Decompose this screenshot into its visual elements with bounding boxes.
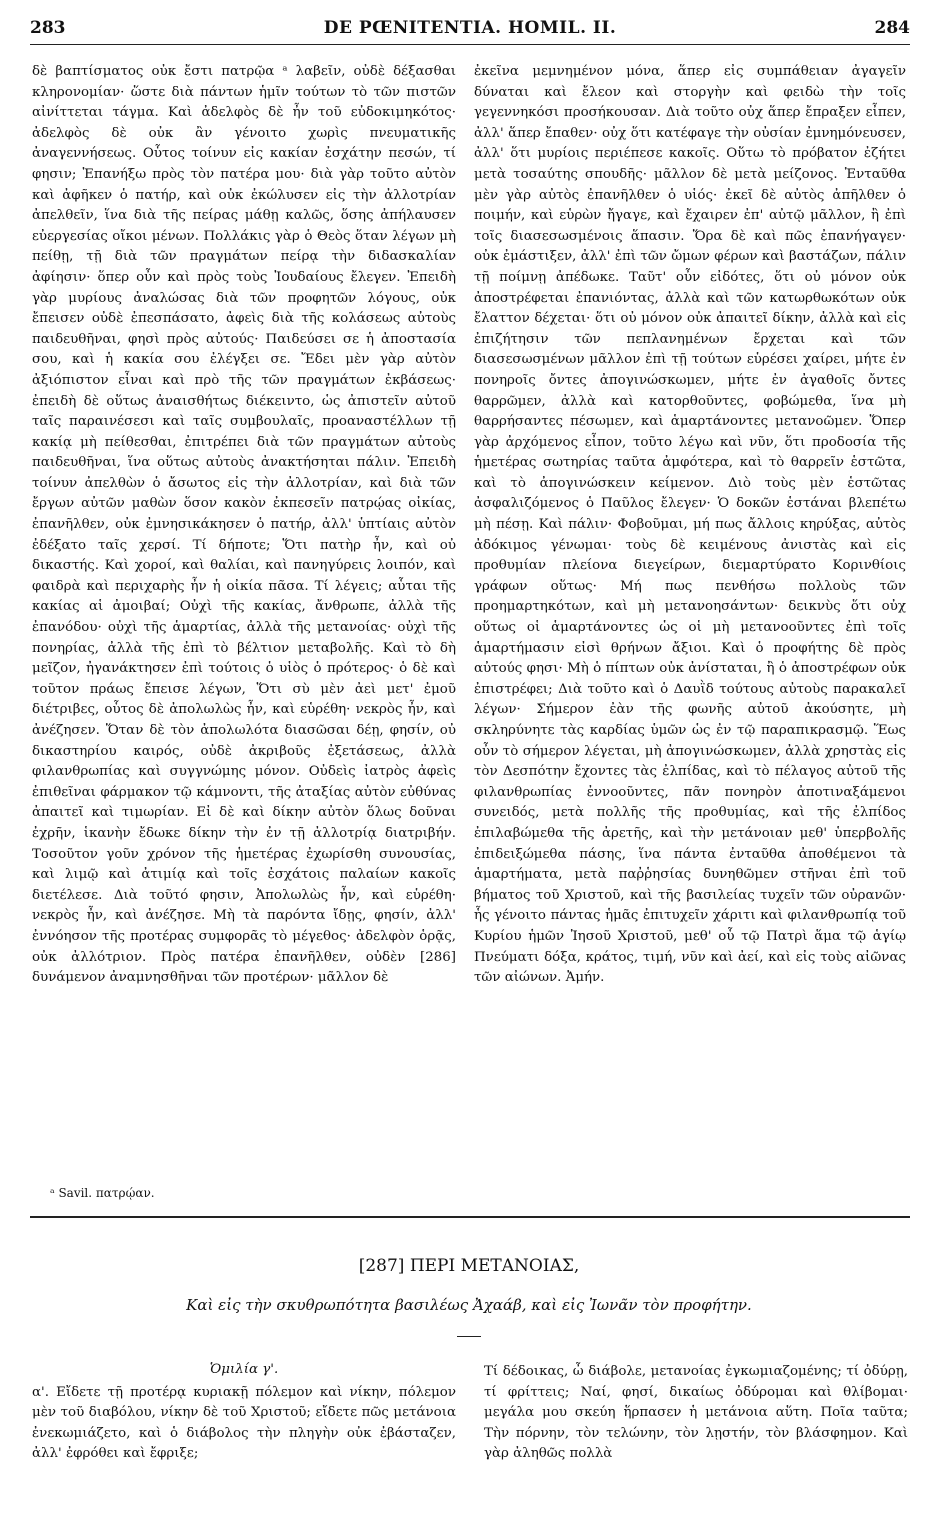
text-column-right xyxy=(474,62,906,1210)
section-subtitle: Καὶ εἰς τὴν σκυθρωπότητα βασιλέως Ἀχαάβ, καὶ εἰς Ἰωνᾶν τὸν προφήτην. xyxy=(186,1296,752,1314)
text-column-bottom-left xyxy=(32,1360,456,1530)
paragraph: δὲ βαπτίσματος οὐκ ἔστι πατρῷα ᵃ λαβεῖν, οὐδὲ δέξασθαι κληρονομίαν· ὥστε διὰ πάντων ἡμῖν τούτων τὸ τῶν πιστῶν αἰνίττεται τάγμα. Καὶ ἀδελφὸς δὲ ἦν τοῦ εὐδοκιμηκότος· ἀδελφὸς δὲ οὐκ ἂν γένοιτο χωρὶς πνευματικῆς ἀναγεννήσεως. Οὗτος τοίνυν εἰς κακίαν ἐσχάτην πεσών, τί φησιν; Ἐπανήξω πρὸς τὸν πατέρα μου· διὰ γὰρ τοῦτο αὐτὸν καὶ ἀφῆκεν ὁ πατήρ, καὶ οὐκ ἐκώλυσεν εἰς τὴν ἀλλοτρίαν ἀπελθεῖν, ἵνα διὰ τῆς πείρας μάθῃ καλῶς, ὅσης ἀπήλαυσεν εὐεργεσίας οἴκοι μένων. Πολλάκις γὰρ ὁ Θεὸς ὅταν λέγων μὴ πείθῃ, τῇ διὰ τῶν πραγμάτων πείρᾳ τὴν διδασκαλίαν ἀφίησιν· ὅπερ οὖν καὶ πρὸς τοὺς Ἰουδαίους ἔλεγεν. Ἐπειδὴ γὰρ μυρίους ἀναλώσας διὰ τῶν προφητῶν λόγους, οὐκ ἔπεισεν οὐδὲ ἐπεσπάσατο, ἀφεὶς διὰ τῆς κολάσεως αὐτοὺς παιδευθῆναι, φησὶ πρὸς αὐτούς· Παιδεύσει σε ἡ ἀποστασία σου, καὶ ἡ κακία σου ἐλέγξει σε. Ἔδει μὲν γὰρ αὐτὸν ἀξιόπιστον εἶναι καὶ πρὸ τῆς τῶν πραγμάτων ἐκβάσεως· ἐπειδὴ δὲ οὕτως ἀναισθήτως διέκειντο, ὡς ἀπιστεῖν αὐτοῦ ταῖς παραινέσεσι καὶ ταῖς συμβουλαῖς, προαναστέλλων τῇ κακίᾳ μὴ πείθεσθαι, ἐπιτρέπει διὰ τῶν πραγμάτων αὐτοὺς παιδευθῆναι, ἵνα οὕτως αὐτοὺς ἀνακτήσηται πάλιν. Ἐπειδὴ τοίνυν ἀπελθὼν ὁ ἄσωτος εἰς τὴν ἀλλοτρίαν, καὶ διὰ τῶν ἔργων αὐτῶν μαθὼν ὅσον κακὸν ἐκπεσεῖν πατρῴας οἰκίας, ἐπανῆλθεν, οὐκ ἐμνησικάκησεν ὁ πατήρ, ἀλλ' ὑπτίαις αὐτὸν ἐδέξατο ταῖς χερσί. Τί δήποτε; Ὅτι πατὴρ ἦν, καὶ οὐ δικαστής. Καὶ χοροί, καὶ θαλίαι, καὶ πανηγύρεις λοιπόν, καὶ φαιδρὰ καὶ περιχαρὴς ἦν ἡ οἰκία πᾶσα. Τί λέγεις; αὗται τῆς κακίας αἱ ἀμοιβαί; Οὐχὶ τῆς κακίας, ἄνθρωπε, ἀλλὰ τῆς ἐπανόδου· οὐχὶ τῆς ἁμαρτίας, ἀλλὰ τῆς μετανοίας· οὐχὶ τῆς πονηρίας, ἀλλὰ τῆς ἐπὶ τὸ βέλτιον μεταβολῆς. Καὶ τὸ δὴ μεῖζον, ἠγανάκτησεν ἐπὶ τούτοις ὁ υἱὸς ὁ πρότερος· ὁ δὲ καὶ τοῦτον πράως ἔπεισε λέγων, Ὅτι σὺ μὲν ἀεὶ μετ' ἐμοῦ διέτριβες, οὗτος δὲ ἀπολωλὼς ἦν, καὶ εὑρέθη· νεκρὸς ἦν, καὶ ἀνέζησεν. Ὅταν δὲ τὸν ἀπολωλότα διασῶσαι δέῃ, φησίν, οὐ δικαστηρίου καιρός, οὐδὲ ἀκριβοῦς ἐξετάσεως, ἀλλὰ φιλανθρωπίας καὶ συγγνώμης μόνον. Οὐδεὶς ἰατρὸς ἀφεὶς ἐπιθεῖναι φάρμακον τῷ κάμνοντι, τῆς ἀταξίας αὐτὸν εὐθύνας ἀπαιτεῖ καὶ τιμωρίαν. Εἰ δὲ καὶ δίκην αὐτὸν ὅλως δοῦναι ἐχρῆν, ἱκανὴν ἔδωκε δίκην τὴν ἐν τῇ ἀλλοτρίᾳ διατριβήν. Τοσοῦτον γοῦν χρόνον τῆς ἡμετέρας ἐχωρίσθη συνουσίας, καὶ λιμῷ καὶ ἀτιμίᾳ καὶ τοῖς ἐσχάτοις παλαίων κακοῖς διετέλεσε. Διὰ τοῦτό φησιν, Ἀπολωλὼς ἦν, καὶ εὑρέθη· νεκρὸς ἦν, καὶ ἀνέζησε. Μὴ τὰ παρόντα ἴδῃς, φησίν, ἀλλ' ἐννόησον τῆς προτέρας συμφορᾶς τὸ μέγεθος· ἀδελφὸν ὁρᾷς, οὐκ ἀλλότριον. Πρὸς πατέρα ἐπανῆλθεν, οὐδὲν [286] δυνάμενον ἀναμνησθῆναι τῶν προτέρων· μᾶλλον δὲ xyxy=(32,64,456,986)
header-rule xyxy=(30,44,910,45)
text-column-left xyxy=(32,62,456,1166)
page-number-left: 283 xyxy=(30,18,66,38)
footnote: ᵃ Savil. πατρῴαν. xyxy=(50,1186,155,1200)
page-number-right: 284 xyxy=(874,18,910,38)
paragraph: ἐκεῖνα μεμνημένον μόνα, ἅπερ εἰς συμπάθειαν ἀγαγεῖν δύναται καὶ ἔλεον καὶ στοργὴν καὶ φειδὼ τὴν τοῖς γεγεννηκόσι προσήκουσαν. Διὰ τοῦτο οὐχ ἅπερ ἔπραξεν εἶπεν, ἀλλ' ἅπερ ἔπαθεν· οὐχ ὅτι κατέφαγε τὴν οὐσίαν ἐμνημόνευσεν, ἀλλ' ὅτι μυρίοις περιέπεσε κακοῖς. Οὕτω τὸ πρόβατον ἐζήτει μετὰ τοσαύτης σπουδῆς· μᾶλλον δὲ μετὰ μείζονος. Ἐνταῦθα μὲν γὰρ αὐτὸς ἐπανῆλθεν ὁ υἱός· ἐκεῖ δὲ αὐτὸς ἀπῆλθεν ὁ ποιμήν, καὶ εὑρὼν ἤγαγε, καὶ ἔχαιρεν ἐπ' αὐτῷ μᾶλλον, ἢ ἐπὶ τοῖς διασεσωσμένοις ἅπασιν. Ὅρα δὲ καὶ πῶς ἐπανήγαγεν· οὐκ ἐμάστιξεν, ἀλλ' ἐπὶ τῶν ὤμων φέρων καὶ βαστάζων, πάλιν τῇ ποίμνῃ ἀπέδωκε. Ταῦτ' οὖν εἰδότες, ὅτι οὐ μόνον οὐκ ἀποστρέφεται ἐπανιόντας, ἀλλὰ καὶ τῶν κατωρθωκότων οὐκ ἔλαττον δέχεται· ὅτι οὐ μόνον οὐκ ἀπαιτεῖ δίκην, ἀλλὰ καὶ εἰς ἐπιζήτησιν τῶν πεπλανημένων ἔρχεται καὶ τῶν διασεσωσμένων μᾶλλον ἐπὶ τῇ τούτων εὑρέσει χαίρει, μήτε ἐν πονηροῖς ὄντες ἀπογινώσκωμεν, μήτε ἐν ἀγαθοῖς ὄντες θαρρῶμεν, ἀλλὰ καὶ κατορθοῦντες, φοβώμεθα, ἵνα μὴ θαρρήσαντες πέσωμεν, καὶ ἁμαρτάνοντες μετανοῶμεν. Ὅπερ γὰρ ἀρχόμενος εἶπον, τοῦτο λέγω καὶ νῦν, ὅτι προδοσία τῆς ἡμετέρας σωτηρίας ταῦτα ἀμφότερα, καὶ τὸ θαρρεῖν ἑστῶτα, καὶ τὸ ἀπογινώσκειν κείμενον. Διὸ τοὺς μὲν ἑστῶτας ἀσφαλιζόμενος ὁ Παῦλος ἔλεγεν· Ὁ δοκῶν ἑστάναι βλεπέτω μὴ πέσῃ. Καὶ πάλιν· Φοβοῦμαι, μή πως ἄλλοις κηρύξας, αὐτὸς ἀδόκιμος γένωμαι· τοὺς δὲ κειμένους ἀνιστὰς καὶ εἰς προθυμίαν πλείονα διεγείρων, διεμαρτύρατο Κορινθίοις γράφων οὕτως· Μή πως πενθήσω πολλοὺς τῶν προημαρτηκότων, καὶ μὴ μετανοησάντων· δεικνὺς ὅτι οὐχ οὕτως οἱ ἁμαρτάνοντες ὡς οἱ μὴ μετανοοῦντες ἐπὶ τοῖς ἁμαρτήμασιν εἰσὶ θρήνων ἄξιοι. Καὶ ὁ προφήτης δὲ πρὸς αὐτούς φησι· Μὴ ὁ πίπτων οὐκ ἀνίσταται, ἢ ὁ ἀποστρέφων οὐκ ἐπιστρέφει; Διὰ τοῦτο καὶ ὁ Δαυῒδ τούτους αὐτοὺς παρακαλεῖ λέγων· Σήμερον ἐὰν τῆς φωνῆς αὐτοῦ ἀκούσητε, μὴ σκληρύνητε τὰς καρδίας ὑμῶν ὡς ἐν τῷ παραπικρασμῷ. Ἕως οὖν τὸ σήμερον λέγεται, μὴ ἀπογινώσκωμεν, ἀλλὰ χρηστὰς εἰς τὸν Δεσπότην ἔχοντες τὰς ἐλπίδας, καὶ τὸ πέλαγος αὐτοῦ τῆς φιλανθρωπίας ἐννοοῦντες, πᾶν πονηρὸν ἀποτιναξάμενοι συνειδός, μετὰ πολλῆς τῆς προθυμίας, καὶ τῆς ἐλπίδος ἐπιλαβώμεθα τῆς ἀρετῆς, καὶ τὴν μετάνοιαν μεθ' ὑπερβολῆς ἐπιδειξώμεθα πάσης, ἵνα πάντα ἐνταῦθα ἀποθέμενοι τὰ ἁμαρτήματα, μετὰ παῤῥησίας δυνηθῶμεν στῆναι ἐπὶ τοῦ βήματος τοῦ Χριστοῦ, καὶ τῆς βασιλείας τυχεῖν τῶν οὐρανῶν· ἧς γένοιτο πάντας ἡμᾶς ἐπιτυχεῖν χάριτι καὶ φιλανθρωπίᾳ τοῦ Κυρίου ἡμῶν Ἰησοῦ Χριστοῦ, μεθ' οὗ τῷ Πατρὶ ἅμα τῷ ἁγίῳ Πνεύματι δόξα, κράτος, τιμή, νῦν καὶ ἀεί, καὶ εἰς τοὺς αἰῶνας τῶν αἰώνων. Ἀμήν. xyxy=(474,64,906,986)
page-header xyxy=(30,18,910,50)
paragraph: α'. Εἴδετε τῇ προτέρᾳ κυριακῇ πόλεμον καὶ νίκην, πόλεμον μὲν τοῦ διαβόλου, νίκην δὲ τοῦ Χριστοῦ; εἴδετε πῶς μετάνοια ἐνεκωμιάζετο, καὶ ὁ διάβολος τὴν πληγὴν οὐκ ἐβάσταζεν, ἀλλ' ἐφρόθει καὶ ἔφριξε; xyxy=(32,1384,456,1462)
homily-label: Ὁμιλία γ'. xyxy=(209,1362,279,1377)
paragraph: Τί δέδοικας, ὦ διάβολε, μετανοίας ἐγκωμιαζομένης; τί ὀδύρῃ, τί φρίττεις; Ναί, φησί, δικαίως ὀδύρομαι καὶ θλίβομαι· μεγάλα μου σκεύη ἥρπασεν ἡ μετάνοια αὕτη. Ποῖα ταῦτα; Τὴν πόρνην, τὸν τελώνην, τὸν λῃστήν, τὸν βλάσφημον. Καὶ γὰρ ἀληθῶς πολλὰ xyxy=(484,1364,908,1462)
running-title: DE PŒNITENTIA. HOMIL. II. xyxy=(323,18,617,38)
section-title: [287] ΠΕΡΙ ΜΕΤΑΝΟΙΑΣ, xyxy=(358,1256,580,1276)
section-divider xyxy=(30,1216,910,1218)
text-column-bottom-right xyxy=(484,1362,908,1530)
short-rule xyxy=(457,1336,481,1337)
